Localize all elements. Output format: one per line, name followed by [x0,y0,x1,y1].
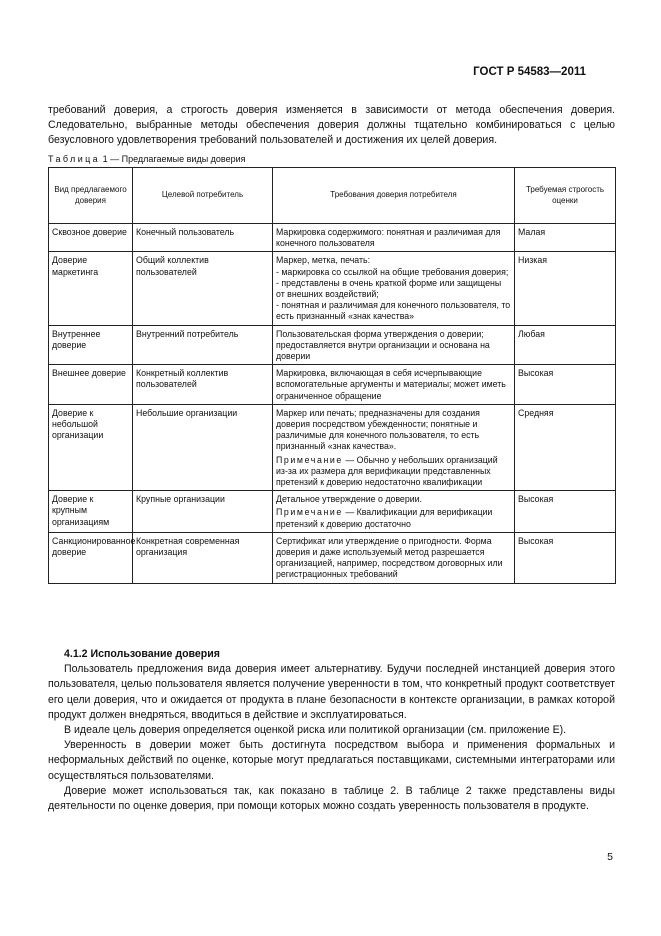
cell-rigor: Высокая [515,491,616,533]
cell-rigor: Высокая [515,532,616,583]
note [276,455,511,489]
cell-target-consumer: Конкретная современная организация [133,532,273,583]
section-paragraph: Доверие может использоваться так, как показано в таблице 2. В таблице 2 также представлены виды деятельности по оценке доверия, при помощи которых можно создать уверенность пользователя в продукте. [48,784,615,813]
cell-rigor: Средняя [515,404,616,490]
note-text: — Квалификации для верификации претензий к доверию достаточно [276,507,493,529]
cell-requirements [273,252,515,325]
intro-paragraph: требований доверия, а строгость доверия изменяется в зависимости от метода обеспечения доверия. Следовательно, выбранные методы обеспечения доверия должны тщательно комбинироваться с целью безусловного удовлетворения требований пользователей и достижения их целей доверия. [48,104,615,147]
requirements-text: Детальное утверждение о доверии. [276,494,422,505]
table-row [49,224,616,252]
table-caption [48,154,246,164]
cell-target-consumer: Внутренний потребитель [133,325,273,365]
table-row [49,325,616,365]
section-4-1-2 [48,647,615,814]
cell-target-consumer: Общий коллектив пользователей [133,252,273,325]
cell-requirements [273,532,515,583]
cell-target-consumer: Небольшие организации [133,404,273,490]
requirements-text: Маркер или печать; предназначены для создания доверия посредством убежденности; понятные и различимые для конечного пользователя, то есть признанный «знак качества». [276,407,480,452]
table-row [49,365,616,405]
table-row [49,532,616,583]
section-paragraph: Пользователь предложения вида доверия имеет альтернативу. Будучи последней инстанцией доверия этого пользователя, целью пользователя является получение уверенности в том, что конкретный продукт соответствует его цели доверия, что и ожидается от продукта в плане безопасности в контексте организации, в рамках которой продукт должен внедряться, вводиться в действие и эксплуатироваться. [48,663,615,721]
section-heading: 4.1.2 Использование доверия [64,648,220,660]
cell-target-consumer: Крупные организации [133,491,273,533]
cell-assurance-type: Сквозное доверие [49,224,133,252]
table-row [49,491,616,533]
note-text: — Обычно у небольших организаций из-за их размера для верификации представленных претензий к доверию недостаточно квалификации [276,454,498,488]
requirements-text: Маркер, метка, печать: - маркировка со ссылкой на общие требования доверия; - представлены в очень краткой форме или защищены от внешних воздействий; - понятная и различимая для конечного пользователя, то есть признанный «знак качества» [276,255,511,322]
cell-target-consumer: Конкретный коллектив пользователей [133,365,273,405]
cell-target-consumer: Конечный пользователь [133,224,273,252]
cell-assurance-type: Доверие к крупным организациям [49,491,133,533]
cell-assurance-type: Доверие к небольшой организации [49,404,133,490]
table-row [49,252,616,325]
col-header-requirements: Требования доверия потребителя [273,168,515,224]
cell-rigor: Малая [515,224,616,252]
table-row [49,404,616,490]
table-caption-title: 1 — Предлагаемые виды доверия [100,154,246,164]
cell-rigor: Высокая [515,365,616,405]
cell-assurance-type: Внутреннее доверие [49,325,133,365]
table-header-row [49,168,616,224]
cell-requirements [273,224,515,252]
note [276,507,511,529]
page-number: 5 [607,851,613,863]
cell-assurance-type: Внешнее доверие [49,365,133,405]
requirements-text: Маркировка, включающая в себя исчерпывающие вспомогательные аргументы и материалы; может иметь ограниченное обращение [276,368,506,401]
note-label: Примечание [276,507,343,518]
section-paragraph: Уверенность в доверии может быть достигнута посредством выбора и применения формальных и неформальных действий по оценке, которые могут предлагаться поставщиками, системными интеграторами или осуществляться пользователями. [48,739,615,782]
cell-assurance-type: Санкционированное доверие [49,532,133,583]
col-header-consumer: Целевой потребитель [133,168,273,224]
note-label: Примечание [276,454,343,465]
requirements-text: Пользовательская форма утверждения о доверии; предоставляется внутри организации и основана на доверии [276,328,490,362]
cell-requirements [273,491,515,533]
section-paragraph: В идеале цель доверия определяется оценкой риска или политикой организации (см. приложение Е). [64,724,567,737]
col-header-type: Вид предлагаемого доверия [49,168,133,224]
requirements-text: Маркировка содержимого: понятная и различимая для конечного пользователя [276,227,501,249]
cell-rigor: Любая [515,325,616,365]
col-header-rigor: Требуемая строгость оценки [515,168,616,224]
cell-requirements [273,404,515,490]
table-caption-label: Таблица [48,154,101,164]
cell-requirements [273,365,515,405]
cell-rigor: Низкая [515,252,616,325]
cell-assurance-type: Доверие маркетинга [49,252,133,325]
assurance-types-table [48,167,616,584]
document-id: ГОСТ Р 54583—2011 [473,66,586,78]
requirements-text: Сертификат или утверждение о пригодности. Форма доверия и даже используемый метод разрешается организацией, например, посредством договорных или регистрационных требований [276,535,503,580]
cell-requirements [273,325,515,365]
